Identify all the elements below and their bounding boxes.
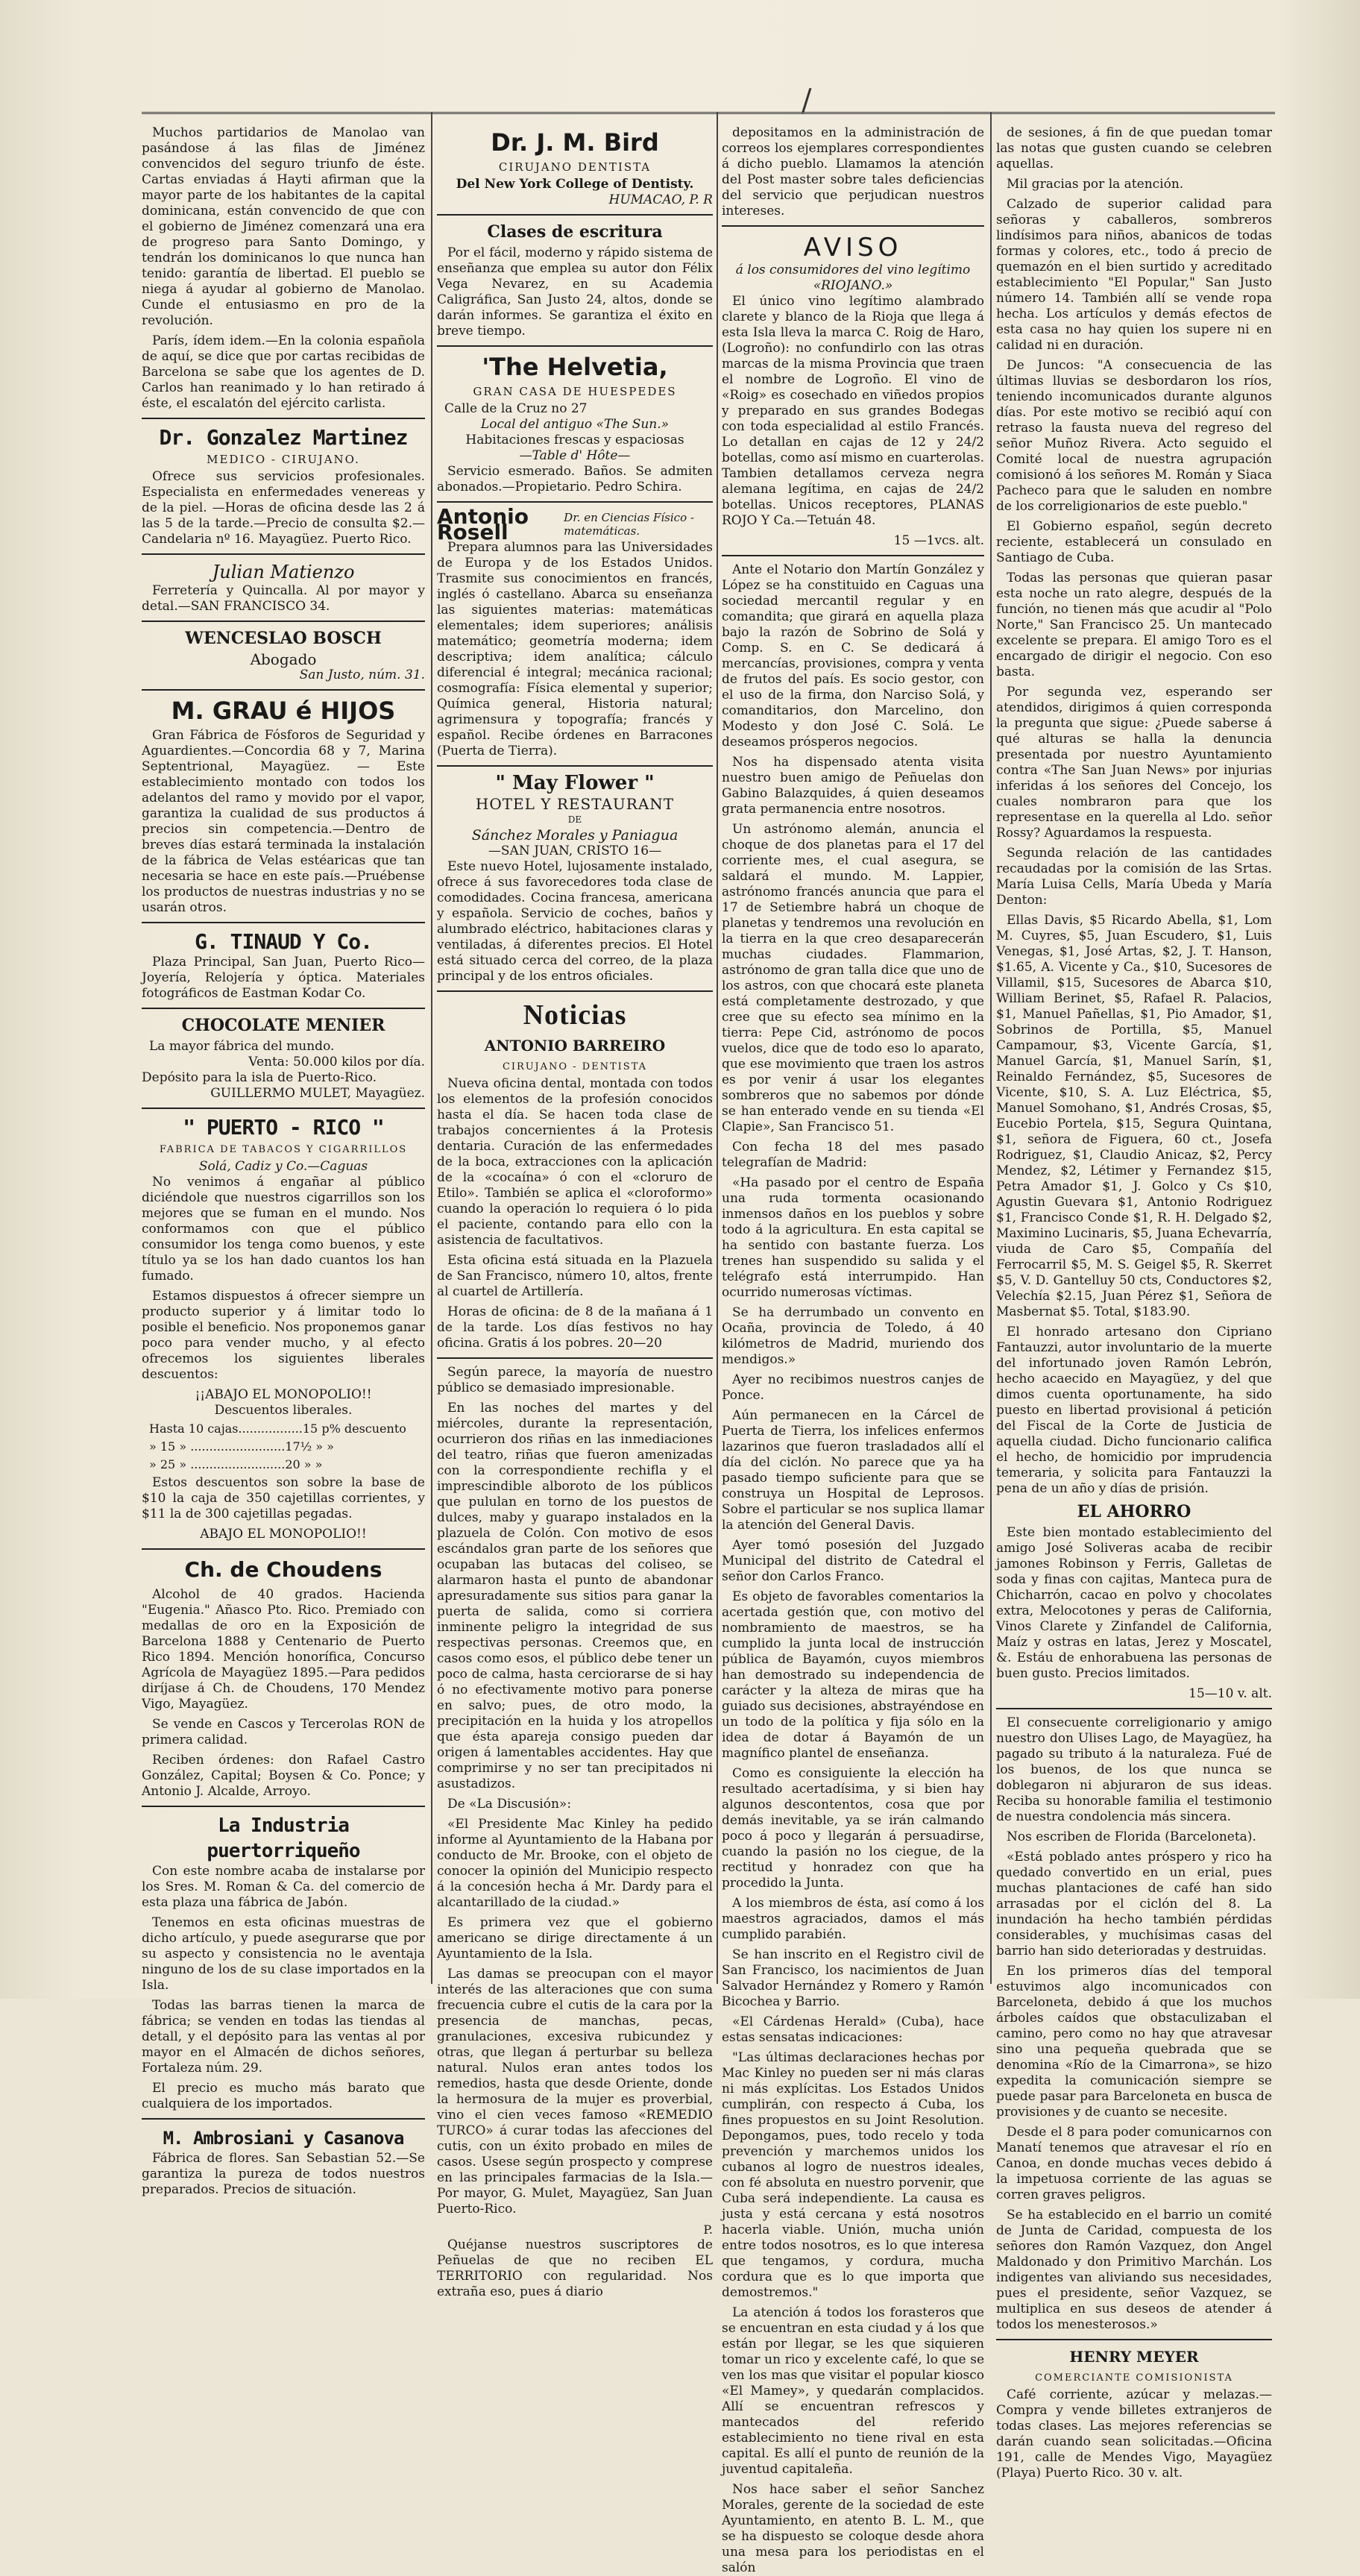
ad-body: Servicio esmerado. Baños. Se admiten abonados.—Propietario. Pedro Schira. [437,464,713,494]
ad-body: Todas las barras tienen la marca de fábrica; se venden en todas las tiendas al detall, y el depósito para las ventas al por mayor en el Almacén de dichos señores, Fortaleza núm. 29. [142,1998,425,2076]
news-paragraph: El Gobierno español, según decreto reciente, establecerá un consulado en Santiago de Cuba. [996,519,1272,565]
ad-body: Ferretería y Quincalla. Al por mayor y detal.—SAN FRANCISCO 34. [142,583,425,614]
ad-title: CHOCOLATE MENIER [181,1016,385,1035]
ad-subtitle: MEDICO - CIRUJANO. [207,453,360,466]
ad-subtitle: Dr. en Ciencias Físico - matemáticas. [564,511,694,538]
ad-body: Estamos dispuestos á ofrecer siempre un producto superior y á limitar todo lo posible el beneficio. Nos proponemos ganar poco para vender mucho, y al efecto ofrecemos los siguientes liberales descuentos: [142,1289,425,1382]
ad-title: Julian Matienzo [212,562,355,582]
ad-subtitle: HOTEL Y RESTAURANT [475,795,675,813]
section-heading: Noticias [523,999,627,1031]
ad-title: Ch. de Choudens [184,1557,382,1582]
ad-header [437,504,713,544]
ad-subtitle: Abogado [250,650,317,668]
ad-line: GUILLERMO MULET, Mayagüez. [210,1086,425,1101]
ad-subtitle: CIRUJANO DENTISTA [498,160,652,174]
ad-body: Gran Fábrica de Fósforos de Seguridad y Aguardientes.—Concordia 68 y 7, Marina Septentrional, Mayagüez. — Este establecimiento montado con todos los adelantos del ramo y movido por el vapor, garantiza la cualidad de sus productos á precios sin competencia.—Dentro de breves días estará terminada la instalación de la fábrica de Velas estéaricas que tan necesaria se hace en este país.—Pruébense los productos de nuestras industrias y no se usarán otros. [142,728,425,915]
news-paragraph: El consecuente correligionario y amigo nuestro don Ulises Lago, de Mayagüez, ha pagado su tributo á la naturaleza. Fué de los buenos, de los que nunca se doblegaron ni abjuraron de sus ideas. Reciba su honorable familia el testimonio de nuestra condolencia más sincera. [996,1715,1272,1824]
signature: P. [703,2222,713,2237]
ad-line: ABAJO EL MONOPOLIO!! [200,1527,367,1542]
ad-body: Esta oficina está situada en la Plazuela de San Francisco, número 10, altos, frente al cuartel de Artillería. [437,1253,713,1299]
divider [996,2339,1272,2340]
news-paragraph: "Las últimas declaraciones hechas por Mac Kinley no pueden ser ni más claras ni más explícitas. Los Estados Unidos cumplirán, con respecto á Cuba, los fines propuestos en su Joint Resolution. Depongamos, pues, todo recelo y toda prevención y marchemos unidos los cubanos al logro de nuestros ideales, con fé absoluta en nuestro porvenir, que Cuba será independiente. La causa es justa y está cercana y está nosotros hacerla viable. Unión, mucha unión entre todos nosotros, es lo que interesa que tengamos, y cordura, mucha cordura que es lo que importa que demostremos." [722,2050,984,2300]
news-paragraph: De Juncos: "A consecuencia de las últimas lluvias se desbordaron los ríos, teniendo incomunicados durante algunos días. Por este motivo se recibió aquí con retraso la fausta nueva del regreso del señor Muñoz Rivera. Acto seguido el Comité local de nuestra agrupación comisionó á los señores M. Román y Siaca Pacheco para que le saluden en nombre de los correligionarios de este pueblo." [996,358,1272,514]
news-paragraph: La atención á todos los forasteros que se encuentran en esta ciudad y á los que están por llegar, se les que siquieren tomar un rico y excelente café, lo que se ven los mas que visitar el popular kiosco «El Mamey», y quedarán complacidos. Allí se encuentran refrescos y mantecados del referido establecimiento no tiene rival en esta capital. Es allí el punto de reunión de la juventud capitaleña. [722,2305,984,2477]
column-rule [431,112,432,1984]
ad-body: El precio es mucho más barato que cualquiera de los importados. [142,2081,425,2111]
column-1 [142,125,425,2197]
divider [142,922,425,923]
news-paragraph: En los primeros días del temporal estuvimos algo incomunicados con Barceloneta, debido á que los muchos árboles caídos que obstaculizaban el camino, pero como no hay que atravesar sino una pequeña quebrada que se denomina «Río de la Cimarrona», se hizo expedita la comunicación siempre se puede pasar para Barceloneta en busca de provisiones y de cuanto se necesite. [996,1964,1272,2120]
ad-subtitle: CIRUJANO - DENTISTA [502,1061,648,1072]
news-paragraph: Como es consiguiente la elección ha resultado acertadísima, y si bien hay algunos descontentos, cosa que por demás inevitable, ya se irán calmando poco á poco y llegarán á persuadirse, cuando la pasión no los ciegue, de la rectitud y honradez con que ha procedido la Junta. [722,1766,984,1891]
news-paragraph: Por segunda vez, esperando ser atendidos, dirigimos á quien corresponda la pregunta que sigue: ¿Puede saberse á qué alturas se halla la denuncia presentada por nuestro Ayuntamiento contra «The San Juan News» por injurias inferidas á los señores del Concejo, los cuales nombraron para que los representase en la querella al Ldo. señor Rossy? Aguardamos la respuesta. [996,685,1272,841]
ad-title: M. GRAU é HIJOS [171,697,396,725]
news-paragraph: París, ídem idem.—En la colonia española de aquí, se dice que por cartas recibidas de Barcelona se sabe que los agentes de D. Carlos han reanimado y lo han retirado á éste, el escalatón del ejército carlista. [142,333,425,411]
page-folio: / [802,84,812,118]
divider [142,1548,425,1550]
divider [722,555,984,556]
ad-title: M. Ambrosiani y Casanova [163,2128,404,2149]
ad-body: Tenemos en esta oficinas muestras de dicho artículo, y puede asegurarse que por su aspecto y consistencia no le aventaja ninguno de los de su clase importados en la Isla. [142,1915,425,1993]
news-paragraph: Un astrónomo alemán, anuncia el choque de dos planetas para el 17 del corriente mes, el cual asegura, se saldará el mundo. M. Lappier, astrónomo francés anuncia que para el 17 de Setiembre habrá un choque de planetas y tendremos una revolución en la tierra en la que creo desaparecerán muchas ciudades. Flammarion, astrónomo de gran talla dice que uno de los astros, con que chocará este planeta está completamente destrozado, y que cree que su efecto sea mínimo en la tierra: Pepe Cid, astrónomo de pocos vuelos, dice que de todo eso lo aparato, que ese movimiento que traen los astros es por venir á usar los elegantes sombreros que no sabemos por dónde se han enterado vende en su tienda «El Clapie», San Francisco 51. [722,822,984,1134]
ad-body: Este nuevo Hotel, lujosamente instalado, ofrece á sus favorecedores toda clase de comodidades. Cocina francesa, americana y española. Servicio de coches, baños y alumbrado eléctrico, habitaciones claras y ventiladas, á diferentes precios. El Hotel está situado cerca del correo, de la plaza principal y de los entros oficiales. [437,859,713,984]
ad-title: 'The Helvetia, [482,353,668,381]
news-paragraph: Mil gracias por la atención. [1007,177,1184,192]
ad-body: Horas de oficina: de 8 de la mañana á 1 de la tarde. Los días festivos no hay oficina. Gratis á los pobres. 20—20 [437,1304,713,1351]
ad-title: HENRY MEYER [1069,2348,1199,2366]
ad-body: Fábrica de flores. San Sebastian 52.—Se garantiza la pureza de todos nuestros preparados. Precios de situación. [142,2151,425,2197]
ad-line: Local del antiguo «The Sun.» [480,417,670,432]
discount-row: Hasta 10 cajas.................15 p% descuento [149,1421,406,1436]
news-paragraph: El honrado artesano don Cipriano Fantauzzi, autor involuntario de la muerte del infortunado joven Ramón Lebrón, hecho acaecido en Mayagüez, y del que dimos cuenta oportunamente, ha sido puesto en libertad provisional á petición del Fiscal de la Corte de Justicia de aquella ciudad. Dicho funcionario califica el hecho, de homicidio por imprudencia temeraria, y solicita para Fantauzzi la pena de un año y días de prisión. [996,1325,1272,1496]
news-paragraph: Nos escriben de Florida (Barceloneta). [1007,1829,1256,1844]
ad-body: Se vende en Cascos y Tercerolas RON de primera calidad. [142,1717,425,1747]
news-paragraph: Ellas Davis, $5 Ricardo Abella, $1, Lom M. Cuyres, $5, Juan Escudero, $1, Luis Venegas, $1, José Artas, $2, J. T. Hanson, $1.65, A. Vicente y Ca., $10, Sucesores de Villamil, $15, Sucesores de Abarca $10, William Berinet, $5, Rafael R. Palacios, $1, Manuel Pañellas, $1, Pio Amador, $1, Sobrinos de Portilla, $5, Manuel Campamour, $3, Vicente García, $1, Manuel García, $1, Manuel Sarín, $1, Reinaldo Fernández, $5, Sucesores de Vicente, $10, S. A. Luz Eléctrica, $5, Manuel Somohano, $1, Andrés Crosas, $5, Eucebio Portela, $15, Segura Quintana, $1, señora de Figuera, 60 ct., Josefa Rodriguez, $1, Claudio Anicaz, $2, Percy Mendez, $2, Létimer y Fernandez $15, Petra Amador $1, J. Golco y Cs $10, Agustin Guevara $1, Antonio Rodriguez $1, Francisco Conde $1, R. H. Delgado $2, Maximino Lucinaris, $5, Juana Echevarría, viuda de Caro $5, Compañía del Ferrocarril $5, M. S. Geigel $5, R. Skerret $5, V. D. Gantelluy 50 cts, Conductores $2, Velechía $2.15, Juan Pérez $1, Señora de Masbernat $5. Total, $183.90. [996,913,1272,1319]
news-paragraph: Ayer no recibimos nuestros canjes de Ponce. [722,1372,984,1403]
ad-address: —SAN JUAN, CRISTO 16— [488,844,662,858]
ad-title: WENCESLAO BOSCH [185,629,382,648]
ad-title: Dr. J. M. Bird [491,128,659,157]
ad-body: Por el fácil, moderno y rápido sistema de enseñanza que emplea su autor don Félix Vega Nevarez, en su Academia Caligráfica, San Justo 24, altos, donde se darán informes. Se garantiza el éxito en breve tiempo. [437,245,713,339]
ad-line: Descuentos liberales. [214,1403,353,1418]
ad-body: No venimos á engañar al público diciéndole que nuestros cigarrillos son los mejores que se fuman en el mundo. Nos conformamos con que el público consumidor los tenga como buenos, y este título ya se los han dado cuantos los han fumado. [142,1175,425,1284]
top-rule [142,112,1275,114]
divider [437,345,713,347]
news-paragraph: A los miembros de ésta, así como á los maestros agraciados, damos el más cumplido parabién. [722,1896,984,1942]
ad-title: Dr. Gonzalez Martinez [159,425,408,450]
news-paragraph: «Ha pasado por el centro de España una ruda tormenta ocasionando inmensos daños en los pueblos y sobre todo á la agricultura. En esta capital se ha sentido con bastante fuerza. Los trenes han suspendido su salida y el telégrafo está interrumpido. Han ocurrido numerosas víctimas. [722,1175,984,1300]
ad-subtitle: FABRICA DE TABACOS Y CIGARRILLOS [159,1144,408,1155]
ad-reference: 15—10 v. alt. [1189,1686,1272,1701]
news-paragraph: Aún permanecen en la Cárcel de Puerta de Tierra, los infelices enfermos lazarinos que fueron trasladados allí el día del ciclón. No parece que ya ha pasado tiempo suficiente para que se construya un Hospital de Leprosos. Sobre el particular se nos suplica llamar la atención del General Davis. [722,1408,984,1533]
column-rule [990,112,992,1984]
ad-line: —Table d' Hôte— [519,448,631,463]
ad-body: El único vino legítimo alambrado clarete y blanco de la Rioja que llega á esta Isla lleva la marca C. Roig de Haro, (Logroño): no confundirlo con las otras marcas de la misma Provincia que traen el nombre de Logroño. El vino de «Roig» es cosechado en viñedos propios y preparado en sus grandes Bodegas con toda especialidad al estilo Francés. Lo detallan en cajas de 12 y 24/2 botellas, como así mismo en cuarterolas. Tambien detallamos cerveza negra alemana legítima, en cajas de 24/2 botellas. Unicos receptores, PLANAS ROJO Y Ca.—Tetuán 48. [722,294,984,528]
news-paragraph: Todas las personas que quieran pasar esta noche un rato alegre, después de la función, no tienen más que acudir al "Polo Norte," San Francisco 25. Un mantecado excelente se prepara. El amigo Toro es el encargado de dirigir el negocio. Con eso basta. [996,571,1272,679]
ad-line: ¡¡ABAJO EL MONOPOLIO!! [195,1387,372,1402]
ad-title: Clases de escritura [487,222,663,242]
ad-subtitle: GRAN CASA DE HUESPEDES [473,385,677,398]
news-paragraph: Es primera vez que el gobierno americano se dirige directamente á un Ayuntamiento de la Isla. [437,1915,713,1961]
ad-title: " PUERTO - RICO " [183,1115,384,1140]
news-paragraph: Nos ha dispensado atenta visita nuestro buen amigo de Peñuelas don Gabino Balazquides, á quien deseamos grata permanencia entre nosotros. [722,755,984,817]
ad-body: Con este nombre acaba de instalarse por los Sres. M. Roman & Ca. del comercio de esta plaza una fábrica de Jabón. [142,1864,425,1910]
news-paragraph: Las damas se preocupan con el mayor interés de las alteraciones que con suma frecuencia cubre el cutis de la cara por la presencia de manchas, pecas, granulaciones, excesiva rubicundez y otras, que llegan á perturbar su belleza natural. Nulos eran antes todos los remedios, hasta que desde Oriente, donde la hermosura de la mujer es proverbial, vino el cien veces famoso «REMEDIO TURCO» á curar todas las afecciones del cutis, con un éxito probado en miles de casos. Usese según prospecto y comprese en las principales farmacias de la Isla.—Por mayor, G. Mulet, Mayagüez, San Juan Puerto-Rico. [437,1967,713,2217]
column-rule [717,112,718,1984]
news-paragraph: Muchos partidarios de Manolao van pasándose á las filas de Jiménez convencidos del seguro triunfo de éste. Cartas enviadas á Hayti afirman que la mayor parte de los habitantes de la capital dominicana, están convencido de que con el gobierno de Jiménez comenzará una era de progreso para Santo Domingo, y tendrán los dominicanos lo que nunca han tenido: garantía de libertad. El pueblo se niega á ayudar al gobierno de Manolao. Cunde el entusiasmo en pro de la revolución. [142,125,425,328]
ad-line: Depósito para la isla de Puerto-Rico. [142,1070,377,1085]
news-paragraph: Se han inscrito en el Registro civil de San Francisco, los nacimientos de Juan Salvador Hernández y Romero y Ramón Bicochea y Barrio. [722,1947,984,2009]
ad-body: Este bien montado establecimiento del amigo José Soliveras acaba de recibir jamones Robinson y Ferris, Galletas de soda y finas con cajitas, Manteca pura de Chicharrón, cacao en polvo y chocolates extra, Melocotones y peras de California, Vinos Clarete y Zinfandel de California, Maíz y ostras en latas, Jerez y Moscatel, &. Estáu de enhorabuena las personas de buen gusto. Precios limitados. [996,1525,1272,1681]
ad-subtitle: á los consumidores del vino legítimo «RIOJANO.» [735,263,971,293]
ad-body: Alcohol de 40 grados. Hacienda "Eugenia." Añasco Pto. Rico. Premiado con medallas de oro en la Exposición de Barcelona 1888 y Centenario de Puerto Rico 1894. Mención honorífica, Concurso Agrícola de Mayagüez 1895.—Para pedidos diríjase á Ch. de Choudens, 170 Mendez Vigo, Mayagüez. [142,1587,425,1712]
news-paragraph: de sesiones, á fin de que puedan tomar las notas que gusten cuando se celebren aquellas. [996,125,1272,172]
ad-body: Ofrece sus servicios profesionales. Especialista en enfermedades venereas y de la piel. —Horas de oficina desde las 2 á las 5 de la tarde.—Precio de consulta $2.—Candelaria nº 16. Mayagüez. Puerto Rico. [142,469,425,547]
divider [142,418,425,419]
divider [142,2118,425,2120]
ad-title: G. TINAUD Y Co. [195,929,372,954]
news-paragraph: Segunda relación de las cantidades recaudadas por la comisión de las Srtas. María Luisa Cells, María Ubeda y María Denton: [996,846,1272,908]
news-paragraph: Según parece, la mayoría de nuestro público se demasiado impresionable. [437,1365,713,1395]
news-paragraph: Ante el Notario don Martín González y López se ha constituido en Caguas una sociedad mercantil regular y en comandita; que girará en aquella plaza bajo la razón de Sobrino de Solá y Comp. S. en C. Se dedicará á mercancías, provisiones, compra y venta de frutos del país. Es socio gestor, con el uso de la firma, don Narciso Solá, y comanditarios, don Marcelino, don Modesto y don José C. Solá. Le deseamos prósperos negocios. [722,562,984,750]
news-paragraph: Ayer tomó posesión del Juzgado Municipal del distrito de Catedral el señor don Carlos Franco. [722,1538,984,1584]
ad-reference: 15 —1vcs. alt. [893,533,984,548]
column-3 [722,125,984,2575]
news-paragraph: depositamos en la administración de correos los ejemplares correspondientes á dicho pueblo. Llamamos la atención del Post master sobre tales deficiencias del servicio que perjudican nuestros intereses. [722,125,984,219]
divider [437,990,713,992]
ad-body: Estos descuentos son sobre la base de $10 la caja de 350 cajetillas corrientes, y $11 la de 300 cajetillas pegadas. [142,1475,425,1521]
ad-line: Venta: 50.000 kilos por día. [248,1055,425,1069]
ad-body: Reciben órdenes: don Rafael Castro González, Capital; Boysen & Co. Ponce; y Antonio J. Alcalde, Arroyo. [142,1753,425,1799]
ad-subtitle: Sánchez Morales y Paniagua [471,827,679,844]
news-paragraph: De «La Discusión»: [447,1797,572,1812]
ad-title: EL AHORRO [1077,1502,1191,1521]
news-paragraph: «El Cárdenas Herald» (Cuba), hace estas sensatas indicaciones: [722,2014,984,2045]
discount-row: » 15 » .........................17½ » » [149,1439,334,1454]
ad-subtitle: Solá, Cadiz y Co.—Caguas [198,1159,368,1174]
ad-body: Café corriente, azúcar y melazas.—Compra y vende billetes extranjeros de todas clases. Las mejores referencias se darán cuando sean solicitadas.—Oficina 191, calle de Mendes Vigo, Mayagüez (Playa) Puerto Rico. 30 v. alt. [996,2387,1272,2481]
news-paragraph: Se ha derrumbado un convento en Ocaña, provincia de Toledo, á 40 kilómetros de Madrid, muriendo dos mendigos.» [722,1305,984,1367]
ad-subtitle: COMERCIANTE COMISIONISTA [1035,2372,1233,2384]
divider [142,1108,425,1109]
ad-line: La mayor fábrica del mundo. [149,1039,335,1054]
news-paragraph: Se ha establecido en el barrio un comité de Junta de Caridad, compuesta de los señores don Ramón Vazquez, don Angel Maldonado y don Primitivo Marchán. Los indigentes van aliviando sus necesidades, pues el presidente, señor Vazquez, se multiplica en sus deseos de atender á todos los menesterosos.» [996,2208,1272,2332]
news-paragraph: Nos hace saber el señor Sanchez Morales, gerente de la sociedad de este Ayuntamiento, en atento B. L. M., que se ha dispuesto se coloque desde ahora una mesa para los periodistas en el salón [722,2482,984,2575]
divider [142,621,425,622]
ad-subtitle: DE [567,814,582,825]
divider [996,1708,1272,1709]
divider [142,1806,425,1807]
divider [437,501,713,503]
ad-body: Nueva oficina dental, montada con todos los elementos de la profesión conocidos hasta el día. Se hacen toda clase de trabajos concernientes á la Protesis dentaria. Curación de las enfermedades de la boca, extracciones con la aplicación de la «cocaína» ó con el «cloruro de Etilo». También se aplica el «cloroformo» cuando la operación lo requiera ó lo pida el paciente, contando para ello con la asistencia de facultativos. [437,1076,713,1248]
ad-title: Antonio Rosell [437,504,529,544]
news-paragraph: Es objeto de favorables comentarios la acertada gestión que, con motivo del nombramiento de maestros, se ha cumplido la junta local de instrucción pública de Bayamón, cuyos miembros han demostrado su independencia de carácter y la alteza de miras que ha guiado sus decisiones, abstrayéndose en un todo de la política y fija sólo en la idea de dotar á Bayamón de un magnífico plantel de enseñanza. [722,1589,984,1761]
ad-line: Habitaciones frescas y espaciosas [465,433,684,447]
divider [437,214,713,216]
ad-title: La Industria puertorriqueño [207,1815,360,1862]
divider [142,1008,425,1009]
ad-body: Plaza Principal, San Juan, Puerto Rico—Joyería, Relojería y óptica. Materiales fotográficos de Eastman Kodar Co. [142,955,425,1001]
ad-address: San Justo, núm. 31. [299,667,425,682]
ad-line: Calle de la Cruz no 27 [444,401,588,416]
divider [437,1357,713,1359]
ad-address: HUMACAO, P. R [608,192,713,207]
news-paragraph: «Está poblado antes próspero y rico ha quedado convertido en un erial, pues muchas plantaciones de café han sido arrasadas por el ciclón del 8. La inundación ha hecho también pérdidas considerables, y muchísimas casas del barrio han sido deterioradas y destruidas. [996,1850,1272,1958]
ad-title: ANTONIO BARREIRO [484,1037,666,1055]
divider [437,765,713,767]
discount-row: » 25 » .........................20 » » [149,1457,323,1471]
divider [142,553,425,555]
column-4 [996,125,1272,2481]
column-2 [437,125,713,2299]
news-paragraph: En las noches del martes y del miércoles, durante la representación, ocurrieron dos riñas en las inmediaciones del teatro, riñas que fueron amenizadas con la correspondiente rechifla y el imprescindible alboroto de los públicos que pululan en torno de los puestos de dulces, maby y guarapo instalados en la plazuela de Colón. Con motivo de esos escándalos gran parte de los señores que ocupaban las butacas del coliseo, se alarmaron hasta el punto de abandonar apresuradamente sus sitios para ganar la puerta de salida, como si corriera inminente peligro la integridad de sus respectivas personas. Creemos que, en casos como esos, el público debe tener un poco de calma, hasta cerciorarse de si hay ó no efectivamente motivo para ponerse en salvo; pues, de otro modo, la precipitación en la huida y los atropellos que ésta apareja consigo pueden dar origen á lamentables accidentes. Hay que comprimirse y no ser tan precipitados ni asustadizos. [437,1401,713,1791]
news-paragraph: «El Presidente Mac Kinley ha pedido informe al Ayuntamiento de la Habana por conducto de Mr. Brooke, con el objeto de conocer la opinión del Municipio respecto á la concesión hecha á Mr. Dardy para el alcantarillado de la ciudad.» [437,1817,713,1910]
ad-body: Prepara alumnos para las Universidades de Europa y de los Estados Unidos. Trasmite sus conocimientos en francés, inglés ó castellano. Abarca su enseñanza las siguientes materias: matemáticas elementales; idem superiores; análisis matemático; geometría moderna; idem descriptiva; idem analítica; cálculo diferencial é integral; mecánica racional; cosmografía: Física elemental y superior; Química general, Historia natural; agrimensura y topografía; francés y español. Recibe órdenes en Barracones (Puerta de Tierra). [437,540,713,758]
ad-title: " May Flower " [495,772,655,794]
news-paragraph: Desde el 8 para poder comunicarnos con Manatí tenemos que atravesar el río en Canoa, en donde muchas veces debido á la impetuosa corriente de las aguas se corren graves peligros. [996,2125,1272,2202]
ad-title: AVISO [803,233,903,263]
divider [142,689,425,691]
news-paragraph: Calzado de superior calidad para señoras y caballeros, sombreros lindísimos para niños, abanicos de todas formas y colores, etc., todo á precio de quemazón en el bien surtido y acreditado establecimiento "El Popular," San Justo número 14. También allí se vende ropa hecha. Los artículos y demás efectos de esta casa no hay quien los supere ni en calidad ni en duración. [996,197,1272,353]
news-paragraph: Quéjanse nuestros suscriptores de Peñuelas de que no reciben EL TERRITORIO con regularidad. Nos extraña eso, pues á diario [437,2237,713,2299]
news-paragraph: Con fecha 18 del mes pasado telegrafían de Madrid: [722,1140,984,1170]
divider [722,225,984,227]
ad-subtitle: Del New York College of Dentisty. [456,177,694,192]
